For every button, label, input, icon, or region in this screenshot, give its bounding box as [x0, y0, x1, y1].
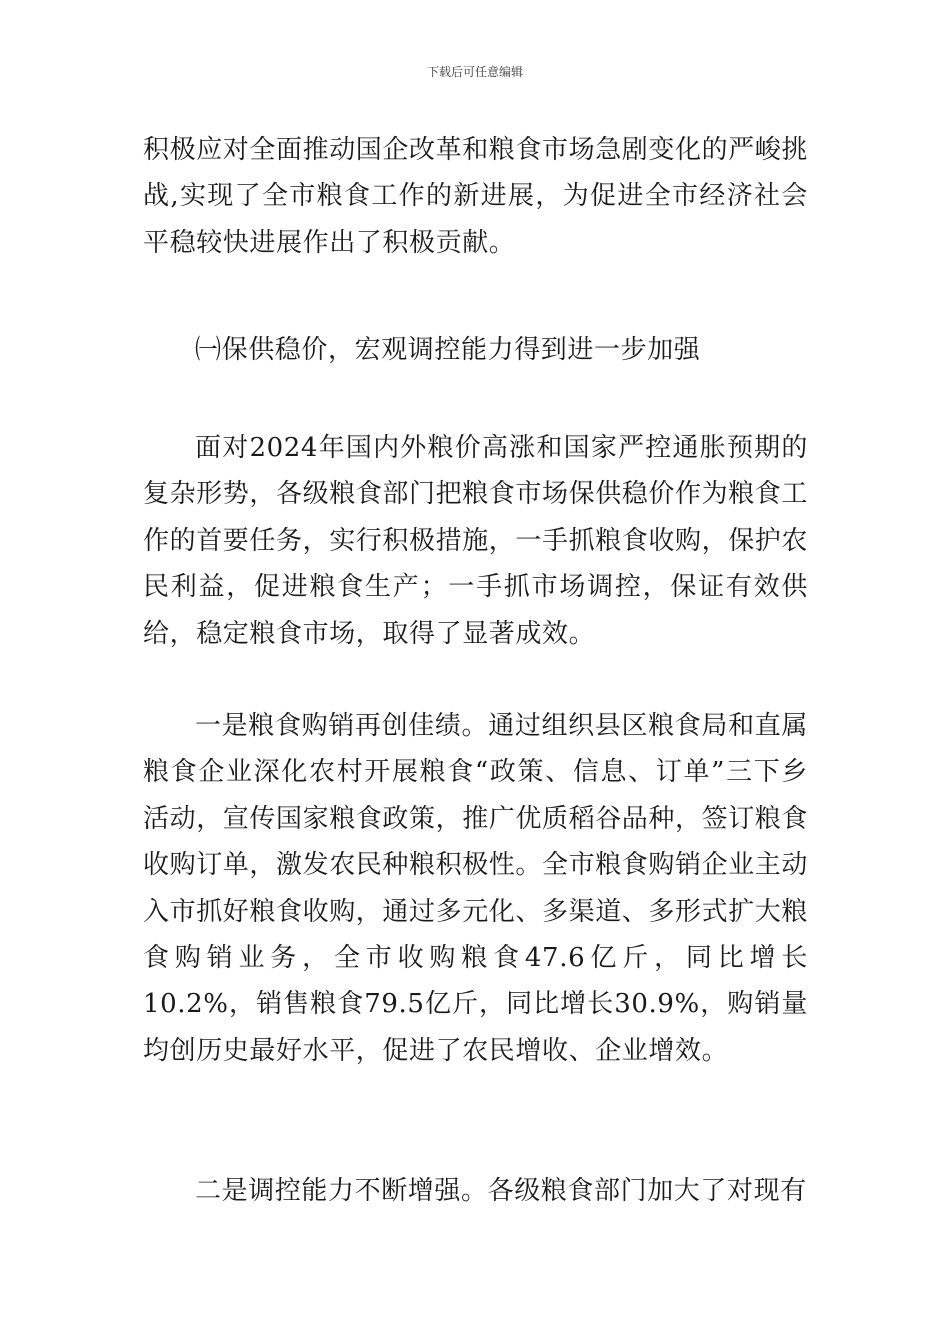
section-heading: ㈠保供稳价，宏观调控能力得到进一步加强	[195, 335, 701, 365]
paragraph-overview: 面对2024年国内外粮价高涨和国家严控通胀预期的复杂形势，各级粮食部门把粮食市场保供稳价作为粮食工作的首要任务，实行积极措施，一手抓粮食收购，保护农民利益，促进粮食生产；一手抓市场调控，保证有效供给，稳定粮食市场，取得了显著成效。	[143, 433, 809, 649]
paragraph-point-one: 一是粮食购销再创佳绩。通过组织县区粮食局和直属粮食企业深化农村开展粮食“政策、信息、订单”三下乡活动，宣传国家粮食政策，推广优质稻谷品种，签订粮食收购订单，激发农民种粮积极性。全市粮食购销企业主动入市抓好粮食收购，通过多元化、多渠道、多形式扩大粮食购销业务，全市收购粮食47.6亿斤，同比增长10.2%，销售粮食79.5亿斤，同比增长30.9%，购销量均创历史最好水平，促进了农民增收、企业增效。	[143, 711, 809, 1066]
page-header: 下载后可任意编辑	[426, 65, 523, 79]
paragraph-point-two: 二是调控能力不断增强。各级粮食部门加大了对现有	[195, 1176, 807, 1206]
paragraph-intro-continuation: 积极应对全面推动国企改革和粮食市场急剧变化的严峻挑战,实现了全市粮食工作的新进展，为促进全市经济社会平稳较快进展作出了积极贡献。	[143, 135, 809, 258]
